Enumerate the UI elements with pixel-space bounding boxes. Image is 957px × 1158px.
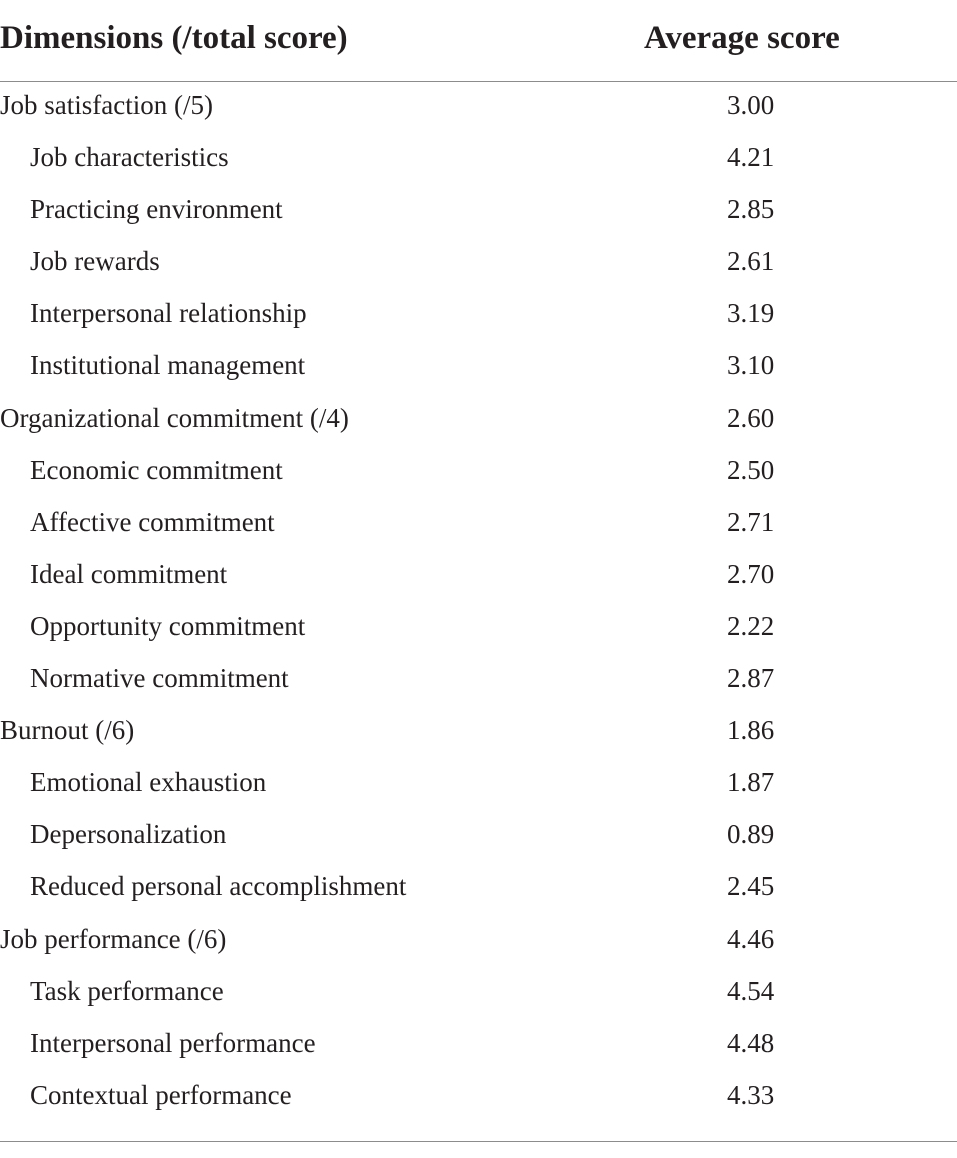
table-row [0, 1020, 957, 1072]
row-average-score: 4.21 [727, 142, 775, 173]
bottom-rule [0, 1141, 957, 1142]
row-label: Opportunity commitment [30, 610, 306, 641]
table-row [0, 186, 957, 238]
table-row [0, 447, 957, 499]
table-row [0, 238, 957, 290]
table-header [0, 0, 957, 82]
row-label: Contextual performance [30, 1079, 292, 1110]
row-average-score: 3.00 [727, 90, 775, 120]
table-row [0, 655, 957, 707]
row-label: Institutional management [30, 350, 306, 381]
row-label: Reduced personal accomplishment [30, 871, 407, 902]
row-average-score: 2.87 [727, 663, 775, 694]
row-average-score: 2.60 [727, 402, 775, 433]
table-row [0, 290, 957, 342]
row-label: Interpersonal relationship [30, 298, 307, 329]
row-label: Economic commitment [30, 454, 283, 485]
row-average-score: 4.48 [727, 1027, 775, 1058]
table-body [0, 82, 957, 1124]
table-row [0, 551, 957, 603]
row-label: Job characteristics [30, 142, 229, 173]
row-average-score: 4.54 [727, 975, 775, 1006]
row-average-score: 4.33 [727, 1079, 775, 1110]
table-row-category [0, 82, 957, 134]
header-average-score: Average score [644, 20, 840, 56]
row-average-score: 2.22 [727, 610, 775, 641]
row-label: Practicing environment [30, 194, 283, 225]
row-label: Depersonalization [30, 819, 227, 850]
row-average-score: 4.46 [727, 923, 775, 954]
row-label: Organizational commitment (/4) [0, 402, 349, 433]
row-label: Job performance (/6) [0, 923, 227, 954]
row-average-score: 2.45 [727, 871, 775, 902]
row-average-score: 2.50 [727, 454, 775, 485]
table-row-category [0, 395, 957, 447]
row-average-score: 2.61 [727, 246, 775, 277]
table-row [0, 342, 957, 394]
table-row-category [0, 707, 957, 759]
table-row [0, 968, 957, 1020]
row-average-score: 1.86 [727, 715, 775, 746]
row-label: Interpersonal performance [30, 1027, 316, 1058]
row-average-score: 2.70 [727, 558, 775, 589]
table-row [0, 759, 957, 811]
row-label: Normative commitment [30, 663, 289, 694]
table-row-category [0, 916, 957, 968]
row-average-score: 3.19 [727, 298, 775, 329]
table-row [0, 1072, 957, 1124]
row-label: Task performance [30, 975, 224, 1006]
header-dimensions: Dimensions (/total score) [0, 20, 348, 56]
row-average-score: 2.85 [727, 194, 775, 225]
row-label: Job rewards [30, 246, 160, 277]
table-row [0, 499, 957, 551]
row-label: Job satisfaction (/5) [0, 90, 213, 120]
row-label: Affective commitment [30, 506, 275, 537]
table-row [0, 863, 957, 915]
row-average-score: 2.71 [727, 506, 775, 537]
table-row [0, 603, 957, 655]
row-average-score: 0.89 [727, 819, 775, 850]
row-label: Emotional exhaustion [30, 767, 267, 798]
table-row [0, 811, 957, 863]
row-average-score: 1.87 [727, 767, 775, 798]
row-label: Ideal commitment [30, 558, 228, 589]
row-average-score: 3.10 [727, 350, 775, 381]
row-label: Burnout (/6) [0, 715, 135, 746]
table-row [0, 134, 957, 186]
